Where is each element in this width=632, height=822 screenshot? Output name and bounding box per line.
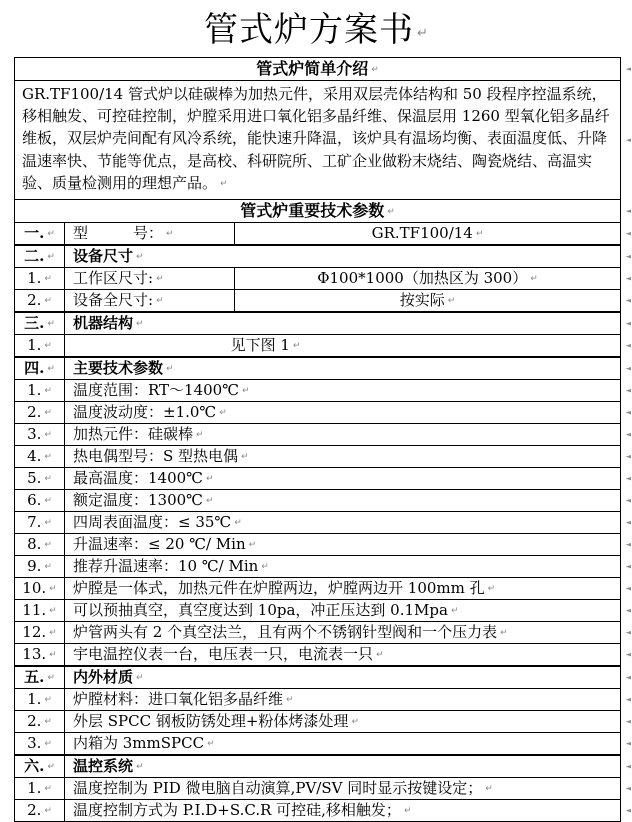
cell-end-mark-icon: ↵ xyxy=(44,739,52,750)
intro-body-text: GR.TF100/14 管式炉以硅碳棒为加热元件，采用双层壳体结构和 50 段程序控温系统，移相触发、可控硅控制，炉膛采用进口氧化铝多晶纤维、保温层用 1260 型氧化铝多晶纤维板，双层炉壳间配有风冷系统，能快速升降温，该炉具有温场均衡、表面温度低、升降温速率快、节能等优点，是高校、科研院所、工矿企业做粉末烧结、陶瓷烧结、高温实验、质量检测用的理想产品。 xyxy=(22,85,610,192)
row-end-mark-icon: ◄ xyxy=(625,562,631,571)
cell-end-mark-icon: ↵ xyxy=(44,296,52,307)
table-row xyxy=(15,379,631,401)
row-value-cell: 按实际 ↵ xyxy=(399,291,456,310)
cell-end-mark-icon: ↵ xyxy=(44,341,52,352)
cell-end-mark-icon: ↵ xyxy=(49,584,57,595)
row-end-mark-icon: ◄ xyxy=(625,739,631,748)
row-label-cell: 额定温度：1300℃ ↵ xyxy=(73,491,214,510)
row-end-mark-icon: ◄ xyxy=(625,386,631,395)
row-number-cell: 2. ↵ xyxy=(15,711,65,732)
row-label-cell: 宇电温控仪表一台，电压表一只，电流表一只 ↵ xyxy=(73,645,384,664)
row-end-mark-icon: ◄ xyxy=(625,717,631,726)
cell-end-mark-icon: ↵ xyxy=(156,296,164,307)
row-number-cell: 六. ↵ xyxy=(15,756,65,777)
row-label-cell: 温度控制方式为 P.I.D+S.C.R 可控硅,移相触发； ↵ xyxy=(73,801,412,820)
row-end-mark-icon: ◄ xyxy=(625,606,631,615)
cell-end-mark-icon: ↵ xyxy=(376,650,384,661)
row-number-cell: 三. ↵ xyxy=(15,313,65,334)
row-end-mark-icon: ◄ xyxy=(625,628,631,637)
row-number-cell: 5. ↵ xyxy=(15,468,65,489)
cell-end-mark-icon: ↵ xyxy=(196,430,204,441)
row-end-mark-icon: ◄ xyxy=(625,341,631,350)
table-row xyxy=(15,244,631,267)
row-label-cell: 温度波动度：±1.0℃ ↵ xyxy=(73,403,227,422)
cell-end-mark-icon: ↵ xyxy=(475,229,484,240)
cell-end-mark-icon: ↵ xyxy=(44,717,52,728)
cell-end-mark-icon: ↵ xyxy=(136,319,144,330)
cell-end-mark-icon: ↵ xyxy=(248,540,257,551)
row-end-mark-icon: ◄ xyxy=(625,673,631,682)
row-end-mark-icon: ◄ xyxy=(625,296,631,305)
row-end-mark-icon: ◄ xyxy=(625,364,631,373)
cell-end-mark-icon: ↵ xyxy=(351,717,359,728)
row-label-cell: 可以预抽真空，真空度达到 10pa，冲正压达到 0.1Mpa ↵ xyxy=(73,601,459,620)
row-number-cell: 1. ↵ xyxy=(15,778,65,799)
cell-end-mark-icon: ↵ xyxy=(403,806,412,817)
cell-end-mark-icon: ↵ xyxy=(219,408,227,419)
cell-end-mark-icon: ↵ xyxy=(47,229,55,240)
row-label-cell: 温度范围：RT～1400℃ ↵ xyxy=(73,381,250,400)
spec-table xyxy=(14,57,631,822)
row-label-cell: 设备尺寸 ↵ xyxy=(73,247,144,266)
row-label-cell: 内箱为 3mmSPCC ↵ xyxy=(73,734,215,753)
row-number-cell: 6. ↵ xyxy=(15,490,65,511)
row-number-cell: 9. ↵ xyxy=(15,556,65,577)
row-number-cell: 1. ↵ xyxy=(15,268,65,289)
row-number-cell: 10. ↵ xyxy=(15,578,65,599)
row-end-mark-icon: ◄ xyxy=(625,695,631,704)
cell-end-mark-icon: ↵ xyxy=(242,386,250,397)
row-label-cell: 内外材质 ↵ xyxy=(73,668,144,687)
row-end-mark-icon: ◄ xyxy=(625,430,631,439)
table-row xyxy=(15,289,631,311)
document-header xyxy=(0,0,632,57)
row-label-cell: 加热元件：硅碳棒 ↵ xyxy=(73,425,204,444)
row-label-cell: 机器结构 ↵ xyxy=(73,314,144,333)
cell-end-mark-icon: ↵ xyxy=(387,207,395,218)
table-row xyxy=(15,356,631,379)
row-label-cell: 主要技术参数 ↵ xyxy=(73,359,174,378)
cell-end-mark-icon: ↵ xyxy=(166,364,174,375)
row-end-mark-icon: ◄ xyxy=(625,784,631,793)
table-row xyxy=(15,489,631,511)
cell-end-mark-icon: ↵ xyxy=(44,408,52,419)
cell-end-mark-icon: ↵ xyxy=(156,274,164,285)
row-end-mark-icon: ◄ xyxy=(625,518,631,527)
row-end-mark-icon: ◄ xyxy=(625,496,631,505)
table-row xyxy=(15,643,631,665)
row-number-cell: 1. ↵ xyxy=(15,689,65,710)
row-number-cell: 一. ↵ xyxy=(15,223,65,244)
cell-end-mark-icon: ↵ xyxy=(44,496,52,507)
row-number-cell: 11. ↵ xyxy=(15,600,65,621)
table-row xyxy=(15,688,631,710)
table-row xyxy=(15,599,631,621)
row-end-mark-icon: ◄ xyxy=(625,135,631,144)
table-row xyxy=(15,710,631,732)
row-end-mark-icon: ◄ xyxy=(625,474,631,483)
row-label-cell: 温度控制为 PID 微电脑自动演算,PV/SV 同时显示按键设定； ↵ xyxy=(73,779,493,798)
row-number-cell: 2. ↵ xyxy=(15,402,65,423)
cell-end-mark-icon: ↵ xyxy=(136,252,144,263)
cell-end-mark-icon: ↵ xyxy=(220,178,228,189)
cell-end-mark-icon: ↵ xyxy=(47,319,55,330)
row-number-cell: 3. ↵ xyxy=(15,733,65,754)
row-number-cell: 2. ↵ xyxy=(15,800,65,821)
row-label-cell: 最高温度：1400℃ ↵ xyxy=(73,469,214,488)
row-label-cell: 外层 SPCC 钢板防锈处理+粉体烤漆处理 ↵ xyxy=(73,712,359,731)
row-number-cell: 12. ↵ xyxy=(15,622,65,643)
row-end-mark-icon: ◄ xyxy=(625,408,631,417)
cell-end-mark-icon: ↵ xyxy=(136,673,144,684)
cell-end-mark-icon: ↵ xyxy=(205,474,214,485)
cell-end-mark-icon: ↵ xyxy=(292,341,301,352)
table-row xyxy=(15,555,631,577)
row-label-cell: 热电偶型号：S 型热电偶 ↵ xyxy=(73,447,249,466)
params-header-text: 管式炉重要技术参数 xyxy=(240,201,385,221)
cell-end-mark-icon: ↵ xyxy=(487,584,496,595)
cell-end-mark-icon: ↵ xyxy=(49,650,57,661)
cell-end-mark-icon: ↵ xyxy=(47,673,55,684)
row-number-cell: 1. ↵ xyxy=(15,380,65,401)
cell-end-mark-icon: ↵ xyxy=(44,784,52,795)
table-row xyxy=(15,665,631,688)
row-label-cell: 工作区尺寸: ↵ xyxy=(65,268,235,289)
table-row xyxy=(15,334,631,356)
row-number-cell: 3. ↵ xyxy=(15,424,65,445)
cell-end-mark-icon: ↵ xyxy=(44,518,52,529)
row-end-mark-icon: ◄ xyxy=(625,584,631,593)
row-label-cell: 型 号： ↵ xyxy=(65,223,235,244)
cell-end-mark-icon: ↵ xyxy=(44,562,52,573)
row-label-cell: 炉膛是一体式，加热元件在炉膛两边，炉膛两边开 100mm 孔 ↵ xyxy=(73,579,496,598)
row-label-cell: 炉膛材料：进口氧化铝多晶纤维 ↵ xyxy=(73,690,294,709)
table-row xyxy=(15,621,631,643)
table-row xyxy=(15,799,631,821)
row-end-mark-icon: ◄ xyxy=(625,207,631,216)
row-label-cell: 炉管两头有 2 个真空法兰，且有两个不锈钢针型阀和一个压力表 ↵ xyxy=(73,623,508,642)
row-number-cell: 二. ↵ xyxy=(15,246,65,267)
cell-end-mark-icon: ↵ xyxy=(44,695,52,706)
row-end-mark-icon: ◄ xyxy=(625,540,631,549)
table-row xyxy=(15,732,631,754)
cell-end-mark-icon: ↵ xyxy=(207,739,215,750)
row-number-cell: 1. ↵ xyxy=(15,335,65,356)
row-number-cell: 五. ↵ xyxy=(15,667,65,688)
page-title: 管式炉方案书 xyxy=(204,10,415,50)
cell-end-mark-icon: ↵ xyxy=(49,606,57,617)
params-header-row xyxy=(15,199,631,222)
table-row xyxy=(15,423,631,445)
cell-end-mark-icon: ↵ xyxy=(44,540,52,551)
table-row xyxy=(15,467,631,489)
row-end-mark-icon: ◄ xyxy=(625,229,631,238)
row-end-mark-icon: ◄ xyxy=(625,762,631,771)
table-row xyxy=(15,311,631,334)
cell-end-mark-icon: ↵ xyxy=(241,452,249,463)
cell-end-mark-icon: ↵ xyxy=(47,252,55,263)
row-label-cell: 推荐升温速率：10 ℃/ Min ↵ xyxy=(73,557,269,576)
row-number-cell: 2. ↵ xyxy=(15,290,65,311)
table-row xyxy=(15,777,631,799)
row-number-cell: 4. ↵ xyxy=(15,446,65,467)
cell-end-mark-icon: ↵ xyxy=(261,562,269,573)
cell-end-mark-icon: ↵ xyxy=(234,518,242,529)
cell-end-mark-icon: ↵ xyxy=(450,606,459,617)
cell-end-mark-icon: ↵ xyxy=(44,474,52,485)
row-number-cell: 8. ↵ xyxy=(15,534,65,555)
row-value-cell: Φ100*1000（加热区为 300） ↵ xyxy=(317,269,538,288)
row-number-cell: 四. ↵ xyxy=(15,358,65,379)
cell-end-mark-icon: ↵ xyxy=(447,296,456,307)
table-row xyxy=(15,222,631,244)
table-row xyxy=(15,267,631,289)
row-end-mark-icon: ◄ xyxy=(625,274,631,283)
intro-header-text: 管式炉简单介绍 xyxy=(256,59,369,78)
figure-reference-text: 见下图 1 ↵ xyxy=(230,336,301,355)
table-row xyxy=(15,511,631,533)
intro-header-row xyxy=(15,58,631,80)
cell-end-mark-icon: ↵ xyxy=(44,452,52,463)
paragraph-mark-icon: ↵ xyxy=(417,26,428,41)
row-end-mark-icon: ◄ xyxy=(625,319,631,328)
cell-end-mark-icon: ↵ xyxy=(205,496,214,507)
cell-end-mark-icon: ↵ xyxy=(500,628,508,639)
row-end-mark-icon: ◄ xyxy=(625,252,631,261)
cell-end-mark-icon: ↵ xyxy=(47,364,55,375)
row-end-mark-icon: ◄ xyxy=(625,650,631,659)
row-end-mark-icon: ◄ xyxy=(625,65,631,73)
cell-end-mark-icon: ↵ xyxy=(166,229,174,240)
table-row xyxy=(15,577,631,599)
cell-end-mark-icon: ↵ xyxy=(47,762,55,773)
row-label-cell: 四周表面温度：≤ 35℃ ↵ xyxy=(73,513,242,532)
cell-end-mark-icon: ↵ xyxy=(44,386,52,397)
table-row xyxy=(15,401,631,423)
intro-body-row xyxy=(15,80,631,199)
cell-end-mark-icon: ↵ xyxy=(286,695,294,706)
cell-end-mark-icon: ↵ xyxy=(485,784,493,795)
row-value-cell: GR.TF100/14 ↵ xyxy=(371,224,484,243)
cell-end-mark-icon: ↵ xyxy=(49,628,57,639)
row-label-cell: 温控系统 ↵ xyxy=(73,757,144,776)
row-number-cell: 13. ↵ xyxy=(15,644,65,665)
cell-end-mark-icon: ↵ xyxy=(371,65,379,75)
row-number-cell: 7. ↵ xyxy=(15,512,65,533)
cell-end-mark-icon: ↵ xyxy=(44,806,52,817)
cell-end-mark-icon: ↵ xyxy=(136,762,144,773)
cell-end-mark-icon: ↵ xyxy=(44,274,52,285)
row-label-cell xyxy=(65,335,620,356)
table-row xyxy=(15,445,631,467)
row-end-mark-icon: ◄ xyxy=(625,806,631,815)
row-label-cell: 设备全尺寸: ↵ xyxy=(65,290,235,311)
table-row xyxy=(15,533,631,555)
row-end-mark-icon: ◄ xyxy=(625,452,631,461)
cell-end-mark-icon: ↵ xyxy=(530,274,538,285)
table-row xyxy=(15,754,631,777)
row-label-cell: 升温速率：≤ 20 ℃/ Min ↵ xyxy=(73,535,257,554)
cell-end-mark-icon: ↵ xyxy=(44,430,52,441)
